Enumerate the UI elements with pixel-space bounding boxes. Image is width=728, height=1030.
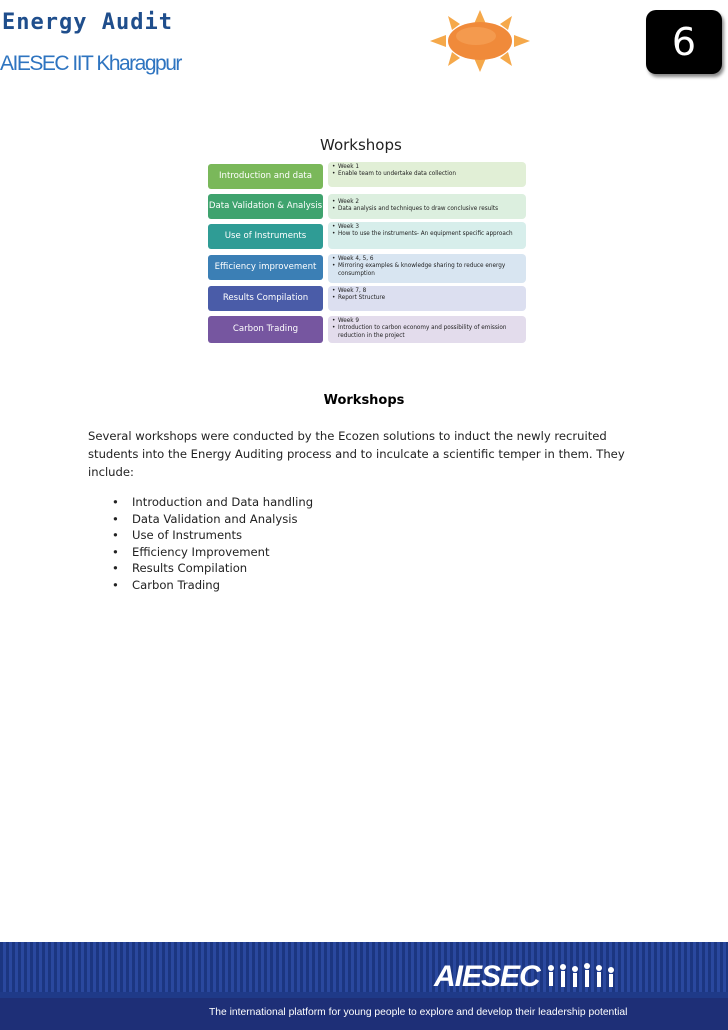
step-detail-data-validation (328, 194, 526, 219)
step-detail-introduction (328, 162, 526, 187)
step-detail-carbon-trading (328, 316, 526, 343)
list-item: • Use of Instruments (110, 527, 313, 544)
list-item: • Carbon Trading (110, 577, 313, 594)
page-number-badge: 6 (646, 10, 722, 74)
step-detail-use-of-instruments (328, 222, 526, 249)
detail-line: • Week 4, 5, 6 (332, 256, 522, 263)
detail-line: • Week 2 (332, 199, 522, 206)
document-title: Energy Audit (2, 10, 173, 35)
footer-band (0, 942, 728, 1030)
detail-line: • Week 7, 8 (332, 288, 522, 295)
step-results-compilation: Results Compilation (208, 286, 323, 311)
detail-line: • Introduction to carbon economy and possibility of emission reduction in the project (332, 325, 522, 340)
step-carbon-trading: Carbon Trading (208, 316, 323, 343)
detail-line: • Week 9 (332, 318, 522, 325)
figure-caption (0, 393, 728, 408)
diagram-title: Workshops (320, 136, 402, 154)
workshop-list (110, 494, 313, 593)
step-efficiency-improvement: Efficiency improvement (208, 255, 323, 280)
document-subtitle: AIESEC IIT Kharagpur (0, 52, 181, 75)
detail-line: • Mirroring examples & knowledge sharing to reduce energy consumption (332, 263, 522, 278)
step-introduction: Introduction and data (208, 164, 323, 189)
list-item: • Results Compilation (110, 560, 313, 577)
step-data-validation: Data Validation & Analysis (208, 194, 323, 219)
figure-caption-text: Workshops (323, 393, 405, 408)
aiesec-logo: AIESEC (434, 960, 540, 993)
people-silhouettes-icon (545, 962, 625, 996)
sun-icon (430, 10, 530, 72)
list-item: • Efficiency Improvement (110, 544, 313, 561)
detail-line: • How to use the instruments- An equipment specific approach (332, 231, 522, 238)
step-use-of-instruments: Use of Instruments (208, 224, 323, 249)
list-item: • Introduction and Data handling (110, 494, 313, 511)
detail-line: • Data analysis and techniques to draw conclusive results (332, 206, 522, 213)
detail-line: • Report Structure (332, 295, 522, 302)
intro-paragraph: Several workshops were conducted by the Ecozen solutions to induct the newly recruited students into the Energy Auditing process and to inculcate a scientific temper in them. They include: (88, 429, 625, 479)
footer-tagline: The international platform for young people to explore and develop their leadership potential (209, 1007, 628, 1018)
detail-line: • Week 3 (332, 224, 522, 231)
step-detail-results-compilation (328, 286, 526, 311)
detail-line: • Week 1 (332, 164, 522, 171)
list-item: • Data Validation and Analysis (110, 511, 313, 528)
detail-line: • Enable team to undertake data collection (332, 171, 522, 178)
step-detail-efficiency-improvement (328, 254, 526, 283)
